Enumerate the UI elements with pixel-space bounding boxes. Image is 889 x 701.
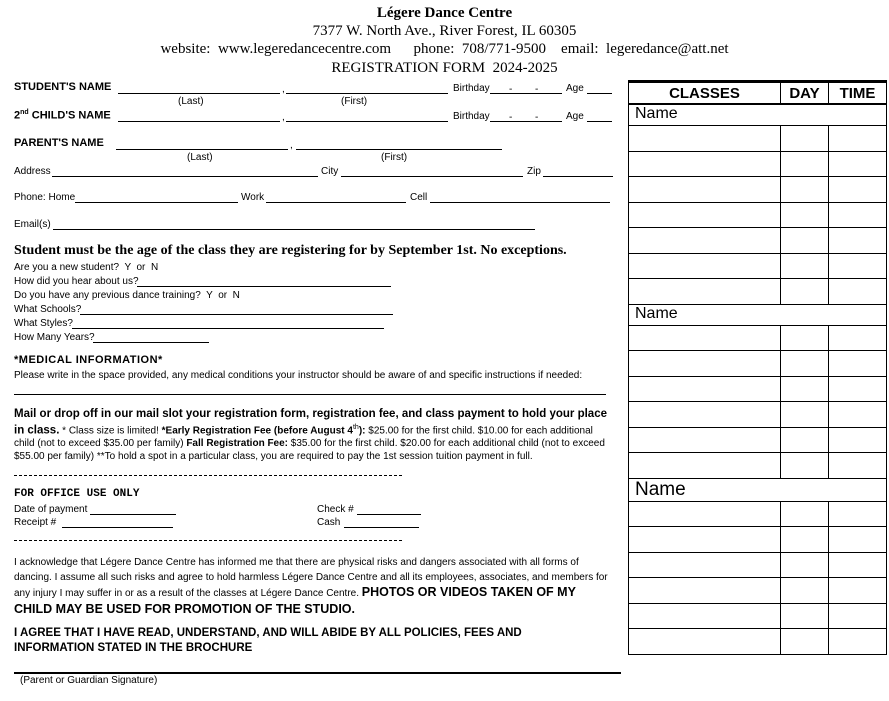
day-cell[interactable] [781, 325, 829, 351]
parent-first-caption: (First) [381, 152, 408, 163]
class-cell[interactable] [629, 351, 781, 377]
time-cell[interactable] [829, 552, 887, 578]
day-cell[interactable] [781, 253, 829, 279]
city-label: City [321, 166, 339, 177]
phone-home-label: Phone: Home [14, 192, 76, 203]
time-cell[interactable] [829, 603, 887, 629]
time-cell[interactable] [829, 279, 887, 305]
signature-caption: (Parent or Guardian Signature) [20, 675, 158, 686]
medical-heading: *MEDICAL INFORMATION* [14, 354, 163, 366]
divider-dashed-1 [14, 475, 402, 476]
class-cell[interactable] [629, 453, 781, 479]
student-1-name-label: Name [629, 104, 887, 126]
second-child-name-label: 2nd CHILD'S NAME [14, 109, 111, 122]
time-cell[interactable] [829, 376, 887, 402]
age-notice: Student must be the age of the class they are registering for by September 1st. No exceptions. [14, 243, 567, 258]
schools-field[interactable] [80, 314, 393, 315]
day-cell[interactable] [781, 402, 829, 428]
day-cell[interactable] [781, 228, 829, 254]
class-cell[interactable] [629, 402, 781, 428]
day-cell[interactable] [781, 552, 829, 578]
day-cell[interactable] [781, 351, 829, 377]
time-cell[interactable] [829, 629, 887, 655]
student-first-name-field[interactable] [286, 93, 448, 94]
years-field[interactable] [93, 342, 209, 343]
time-cell[interactable] [829, 427, 887, 453]
student-2-name-label: Name [629, 304, 887, 325]
student-last-name-field[interactable] [118, 93, 280, 94]
day-cell[interactable] [781, 279, 829, 305]
class-cell[interactable] [629, 629, 781, 655]
studio-address: 7377 W. North Ave., River Forest, IL 60305 [312, 23, 577, 39]
time-cell[interactable] [829, 402, 887, 428]
styles-field[interactable] [72, 328, 384, 329]
class-cell[interactable] [629, 376, 781, 402]
city-field[interactable] [341, 176, 523, 177]
time-cell[interactable] [829, 202, 887, 228]
medical-instructions: Please write in the space provided, any medical conditions your instructor should be aware of and specific instructions if needed: [14, 370, 583, 381]
question-previous-training: Do you have any previous dance training? Y or N [14, 290, 240, 301]
class-cell[interactable] [629, 552, 781, 578]
time-cell[interactable] [829, 126, 887, 152]
parent-last-name-field[interactable] [116, 149, 288, 150]
time-header: TIME [829, 82, 887, 105]
question-hear-about: How did you hear about us? [14, 276, 139, 287]
receipt-label: Receipt # [14, 517, 57, 528]
student-birthday-field[interactable] [490, 93, 562, 94]
time-cell[interactable] [829, 501, 887, 527]
phone-work-field[interactable] [266, 202, 406, 203]
medical-field[interactable] [14, 394, 606, 395]
time-cell[interactable] [829, 351, 887, 377]
mail-instructions: Mail or drop off in our mail slot your registration form, registration fee, and class payment to hold your place in class. * Class size is limited! *Early Registration Fee (before August 4th): $25.00 for the first child. $10.00 for each additional child (not to exceed $35.00 per family) Fall Registration Fee: $35.00 for the first child. $20.00 for each additional child (not to exceed $55.00 per family) **To hold a spot in a particular class, you are required to pay the 1st session tuition payment in full. [14, 408, 607, 463]
form-title: REGISTRATION FORM 2024-2025 [331, 60, 558, 76]
class-cell[interactable] [629, 603, 781, 629]
age-label-2: Age [566, 111, 584, 122]
cash-field[interactable] [344, 527, 419, 528]
time-cell[interactable] [829, 325, 887, 351]
class-cell[interactable] [629, 427, 781, 453]
last-caption: (Last) [178, 96, 204, 107]
child2-first-name-field[interactable] [286, 121, 448, 122]
cell-label: Cell [410, 192, 428, 203]
time-cell[interactable] [829, 253, 887, 279]
address-field[interactable] [52, 176, 318, 177]
day-cell[interactable] [781, 578, 829, 604]
time-cell[interactable] [829, 151, 887, 177]
divider-dashed-2 [14, 540, 402, 541]
day-cell[interactable] [781, 151, 829, 177]
phone-home-field[interactable] [75, 202, 238, 203]
time-cell[interactable] [829, 453, 887, 479]
question-new-student: Are you a new student? Y or N [14, 262, 159, 273]
time-cell[interactable] [829, 177, 887, 203]
time-cell[interactable] [829, 228, 887, 254]
birthday-label: Birthday [453, 83, 490, 94]
classes-header: CLASSES [629, 82, 781, 105]
email-field[interactable] [53, 229, 535, 230]
phone-cell-field[interactable] [430, 202, 610, 203]
receipt-field[interactable] [62, 527, 173, 528]
class-cell[interactable] [629, 126, 781, 152]
day-cell[interactable] [781, 527, 829, 553]
date-of-payment-field[interactable] [90, 514, 176, 515]
hear-about-field[interactable] [137, 286, 391, 287]
class-cell[interactable] [629, 228, 781, 254]
day-cell[interactable] [781, 453, 829, 479]
class-cell[interactable] [629, 177, 781, 203]
day-cell[interactable] [781, 202, 829, 228]
parent-name-label: PARENT'S NAME [14, 137, 104, 149]
agree-statement: I AGREE THAT I HAVE READ, UNDERSTAND, AND WILL ABIDE BY ALL POLICIES, FEES AND INFORMATION STATED IN THE BROCHURE [14, 627, 522, 654]
day-cell[interactable] [781, 177, 829, 203]
class-cell[interactable] [629, 578, 781, 604]
studio-name: Légere Dance Centre [376, 5, 513, 21]
child2-last-name-field[interactable] [118, 121, 280, 122]
day-header: DAY [781, 82, 829, 105]
zip-field[interactable] [543, 176, 613, 177]
class-cell[interactable] [629, 151, 781, 177]
question-schools: What Schools? [14, 304, 82, 315]
zip-label: Zip [527, 166, 541, 177]
day-cell[interactable] [781, 376, 829, 402]
age-label: Age [566, 83, 584, 94]
classes-table [628, 80, 887, 655]
address-label: Address [14, 166, 51, 177]
check-label: Check # [317, 504, 354, 515]
studio-contact: website: www.legeredancecentre.com phone: 708/771-9500 email: legeredance@att.net [160, 41, 729, 57]
day-cell[interactable] [781, 427, 829, 453]
question-styles: What Styles? [14, 318, 73, 329]
email-label: Email(s) [14, 219, 51, 230]
first-caption: (First) [341, 96, 368, 107]
class-cell[interactable] [629, 253, 781, 279]
day-cell[interactable] [781, 501, 829, 527]
student-age-field[interactable] [587, 93, 612, 94]
child2-age-field[interactable] [587, 121, 612, 122]
time-cell[interactable] [829, 578, 887, 604]
cash-label: Cash [317, 517, 341, 528]
class-cell[interactable] [629, 325, 781, 351]
day-cell[interactable] [781, 126, 829, 152]
parent-last-caption: (Last) [187, 152, 213, 163]
signature-line[interactable] [14, 672, 621, 674]
acknowledgement-text: I acknowledge that Légere Dance Centre has informed me that there are physical risks and dangers associated with all forms of dancing. I assume all such risks and agree to hold harmless Légere Dance Centre and all its employees, associates, and members for any injury I may suffer in or as a result of the classes at Légere Dance Centre. PHOTOS OR VIDEOS TAKEN OF MY CHILD MAY BE USED FOR PROMOTION OF THE STUDIO. [14, 557, 608, 616]
class-cell[interactable] [629, 202, 781, 228]
work-label: Work [241, 192, 265, 203]
class-cell[interactable] [629, 527, 781, 553]
student-3-name-label: Name [629, 478, 887, 501]
day-cell[interactable] [781, 629, 829, 655]
day-cell[interactable] [781, 603, 829, 629]
office-use-heading: FOR OFFICE USE ONLY [14, 488, 140, 500]
class-cell[interactable] [629, 279, 781, 305]
date-of-payment-label: Date of payment [14, 504, 88, 515]
student-name-label: STUDENT'S NAME [14, 81, 112, 93]
check-field[interactable] [357, 514, 421, 515]
class-cell[interactable] [629, 501, 781, 527]
child2-birthday-field[interactable] [490, 121, 562, 122]
parent-first-name-field[interactable] [296, 149, 502, 150]
birthday-label-2: Birthday [453, 111, 490, 122]
time-cell[interactable] [829, 527, 887, 553]
question-years: How Many Years? [14, 332, 95, 343]
